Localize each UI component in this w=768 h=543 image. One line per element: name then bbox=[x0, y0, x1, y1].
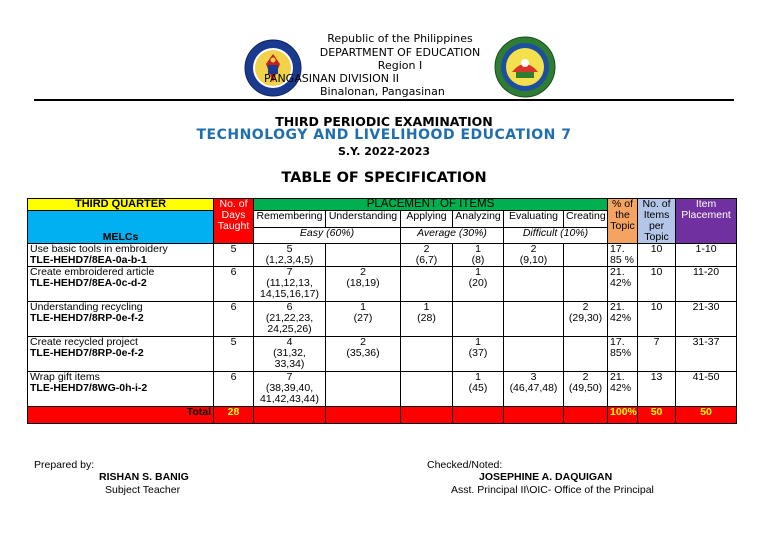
pct-cell: 21. 42% bbox=[608, 372, 638, 407]
evaluating-cell bbox=[504, 302, 564, 337]
total-placement: 50 bbox=[676, 407, 737, 424]
melc-code: TLE-HEHD7/8WG-0h-i-2 bbox=[30, 382, 148, 394]
understanding-cell: 1 (27) bbox=[326, 302, 401, 337]
understanding-cell: 2 (35,36) bbox=[326, 337, 401, 372]
items-cell: 10 bbox=[638, 244, 676, 267]
pct-cell: 17. 85% bbox=[608, 337, 638, 372]
difficulty-difficult: Difficult (10%) bbox=[504, 228, 608, 244]
item-placement-header: Item Placement bbox=[676, 199, 737, 244]
level-creating: Creating bbox=[564, 211, 608, 228]
creating-cell: 2 (49,50) bbox=[564, 372, 608, 407]
placement-cell: 11-20 bbox=[676, 267, 737, 302]
applying-cell bbox=[401, 267, 453, 302]
melc-text: Use basic tools in embroidery bbox=[30, 243, 168, 255]
melc-cell bbox=[28, 372, 214, 407]
analyzing-cell: 1 (45) bbox=[453, 372, 504, 407]
placement-cell: 31-37 bbox=[676, 337, 737, 372]
placement-header: PLACEMENT OF ITEMS bbox=[254, 199, 608, 211]
level-understanding: Understanding bbox=[326, 211, 401, 228]
total-empty bbox=[401, 407, 453, 424]
table-body bbox=[28, 244, 737, 407]
creating-cell bbox=[564, 244, 608, 267]
remembering-cell: 7 (38,39,40, 41,42,43,44) bbox=[254, 372, 326, 407]
total-empty bbox=[254, 407, 326, 424]
quarter-header: THIRD QUARTER bbox=[28, 199, 214, 211]
remembering-cell: 5 (1,2,3,4,5) bbox=[254, 244, 326, 267]
header-region: Region I bbox=[377, 59, 423, 72]
analyzing-cell: 1 (20) bbox=[453, 267, 504, 302]
days-cell: 5 bbox=[214, 337, 254, 372]
header-municipality: Binalonan, Pangasinan bbox=[320, 85, 445, 98]
understanding-cell: 2 (18,19) bbox=[326, 267, 401, 302]
specification-table bbox=[27, 198, 737, 424]
exam-title: THIRD PERIODIC EXAMINATION bbox=[275, 114, 493, 129]
placement-cell: 21-30 bbox=[676, 302, 737, 337]
level-analyzing: Analyzing bbox=[453, 211, 504, 228]
melc-text: Wrap gift items bbox=[30, 371, 100, 383]
items-cell: 13 bbox=[638, 372, 676, 407]
days-cell: 5 bbox=[214, 244, 254, 267]
melc-code: TLE-HEHD7/8RP-0e-f-2 bbox=[30, 312, 144, 324]
understanding-cell bbox=[326, 244, 401, 267]
difficulty-easy: Easy (60%) bbox=[254, 228, 401, 244]
placement-cell: 41-50 bbox=[676, 372, 737, 407]
items-cell: 10 bbox=[638, 267, 676, 302]
evaluating-cell: 2 (9,10) bbox=[504, 244, 564, 267]
evaluating-cell bbox=[504, 337, 564, 372]
total-empty bbox=[504, 407, 564, 424]
analyzing-cell bbox=[453, 302, 504, 337]
division-seal-logo bbox=[494, 36, 556, 98]
melc-cell bbox=[28, 302, 214, 337]
pct-cell: 21. 42% bbox=[608, 302, 638, 337]
table-title: TABLE OF SPECIFICATION bbox=[281, 170, 487, 186]
melc-cell bbox=[28, 337, 214, 372]
melc-cell bbox=[28, 244, 214, 267]
melc-cell bbox=[28, 267, 214, 302]
checked-name: JOSEPHINE A. DAQUIGAN bbox=[479, 471, 613, 483]
days-cell: 6 bbox=[214, 302, 254, 337]
placement-cell: 1-10 bbox=[676, 244, 737, 267]
analyzing-cell: 1 (37) bbox=[453, 337, 504, 372]
remembering-cell: 7 (11,12,13, 14,15,16,17) bbox=[254, 267, 326, 302]
table-row bbox=[28, 267, 737, 302]
total-label: Total bbox=[28, 407, 214, 424]
remembering-cell: 6 (21,22,23, 24,25,26) bbox=[254, 302, 326, 337]
header-row-1 bbox=[28, 199, 737, 211]
melc-text: Understanding recycling bbox=[30, 301, 143, 313]
evaluating-cell bbox=[504, 267, 564, 302]
items-cell: 10 bbox=[638, 302, 676, 337]
table-row bbox=[28, 337, 737, 372]
level-evaluating: Evaluating bbox=[504, 211, 564, 228]
days-cell: 6 bbox=[214, 372, 254, 407]
items-cell: 7 bbox=[638, 337, 676, 372]
applying-cell: 2 (6,7) bbox=[401, 244, 453, 267]
creating-cell bbox=[564, 267, 608, 302]
pct-cell: 17. 85 % bbox=[608, 244, 638, 267]
days-cell: 6 bbox=[214, 267, 254, 302]
melcs-header: MELCs bbox=[28, 211, 214, 244]
melc-text: Create recycled project bbox=[30, 336, 138, 348]
total-empty bbox=[326, 407, 401, 424]
total-days: 28 bbox=[214, 407, 254, 424]
applying-cell bbox=[401, 372, 453, 407]
header-division: PANGASINAN DIVISION II bbox=[264, 72, 400, 85]
checked-title: Asst. Principal II\OIC- Office of the Principal bbox=[451, 484, 654, 496]
table-row bbox=[28, 372, 737, 407]
creating-cell bbox=[564, 337, 608, 372]
total-empty bbox=[453, 407, 504, 424]
total-row bbox=[28, 407, 737, 424]
difficulty-average: Average (30%) bbox=[401, 228, 504, 244]
header-department: DEPARTMENT OF EDUCATION bbox=[319, 46, 481, 59]
level-applying: Applying bbox=[401, 211, 453, 228]
header-country: Republic of the Philippines bbox=[327, 32, 473, 45]
melc-code: TLE-HEHD7/8EA-0c-d-2 bbox=[30, 277, 147, 289]
remembering-cell: 4 (31,32, 33,34) bbox=[254, 337, 326, 372]
applying-cell: 1 (28) bbox=[401, 302, 453, 337]
items-header: No. of Items per Topic bbox=[638, 199, 676, 244]
table-row bbox=[28, 302, 737, 337]
melc-text: Create embroidered article bbox=[30, 266, 155, 278]
pct-cell: 21. 42% bbox=[608, 267, 638, 302]
school-year: S.Y. 2022-2023 bbox=[337, 145, 431, 158]
prepared-title: Subject Teacher bbox=[105, 484, 181, 496]
total-items: 50 bbox=[638, 407, 676, 424]
checked-label: Checked/Noted: bbox=[427, 459, 503, 471]
analyzing-cell: 1 (8) bbox=[453, 244, 504, 267]
melc-code: TLE-HEHD7/8RP-0e-f-2 bbox=[30, 347, 144, 359]
evaluating-cell: 3 (46,47,48) bbox=[504, 372, 564, 407]
pct-header: % of the Topic bbox=[608, 199, 638, 244]
level-remembering: Remembering bbox=[254, 211, 326, 228]
header-divider bbox=[34, 99, 734, 101]
understanding-cell bbox=[326, 372, 401, 407]
total-empty bbox=[564, 407, 608, 424]
prepared-name: RISHAN S. BANIG bbox=[99, 471, 189, 483]
total-pct: 100% bbox=[608, 407, 638, 424]
days-header: No. of Days Taught bbox=[214, 199, 254, 244]
applying-cell bbox=[401, 337, 453, 372]
melc-code: TLE-HEHD7/8EA-0a-b-1 bbox=[30, 254, 147, 266]
prepared-label: Prepared by: bbox=[34, 459, 95, 471]
subject-title: TECHNOLOGY AND LIVELIHOOD EDUCATION 7 bbox=[196, 127, 572, 143]
table-row bbox=[28, 244, 737, 267]
creating-cell: 2 (29,30) bbox=[564, 302, 608, 337]
